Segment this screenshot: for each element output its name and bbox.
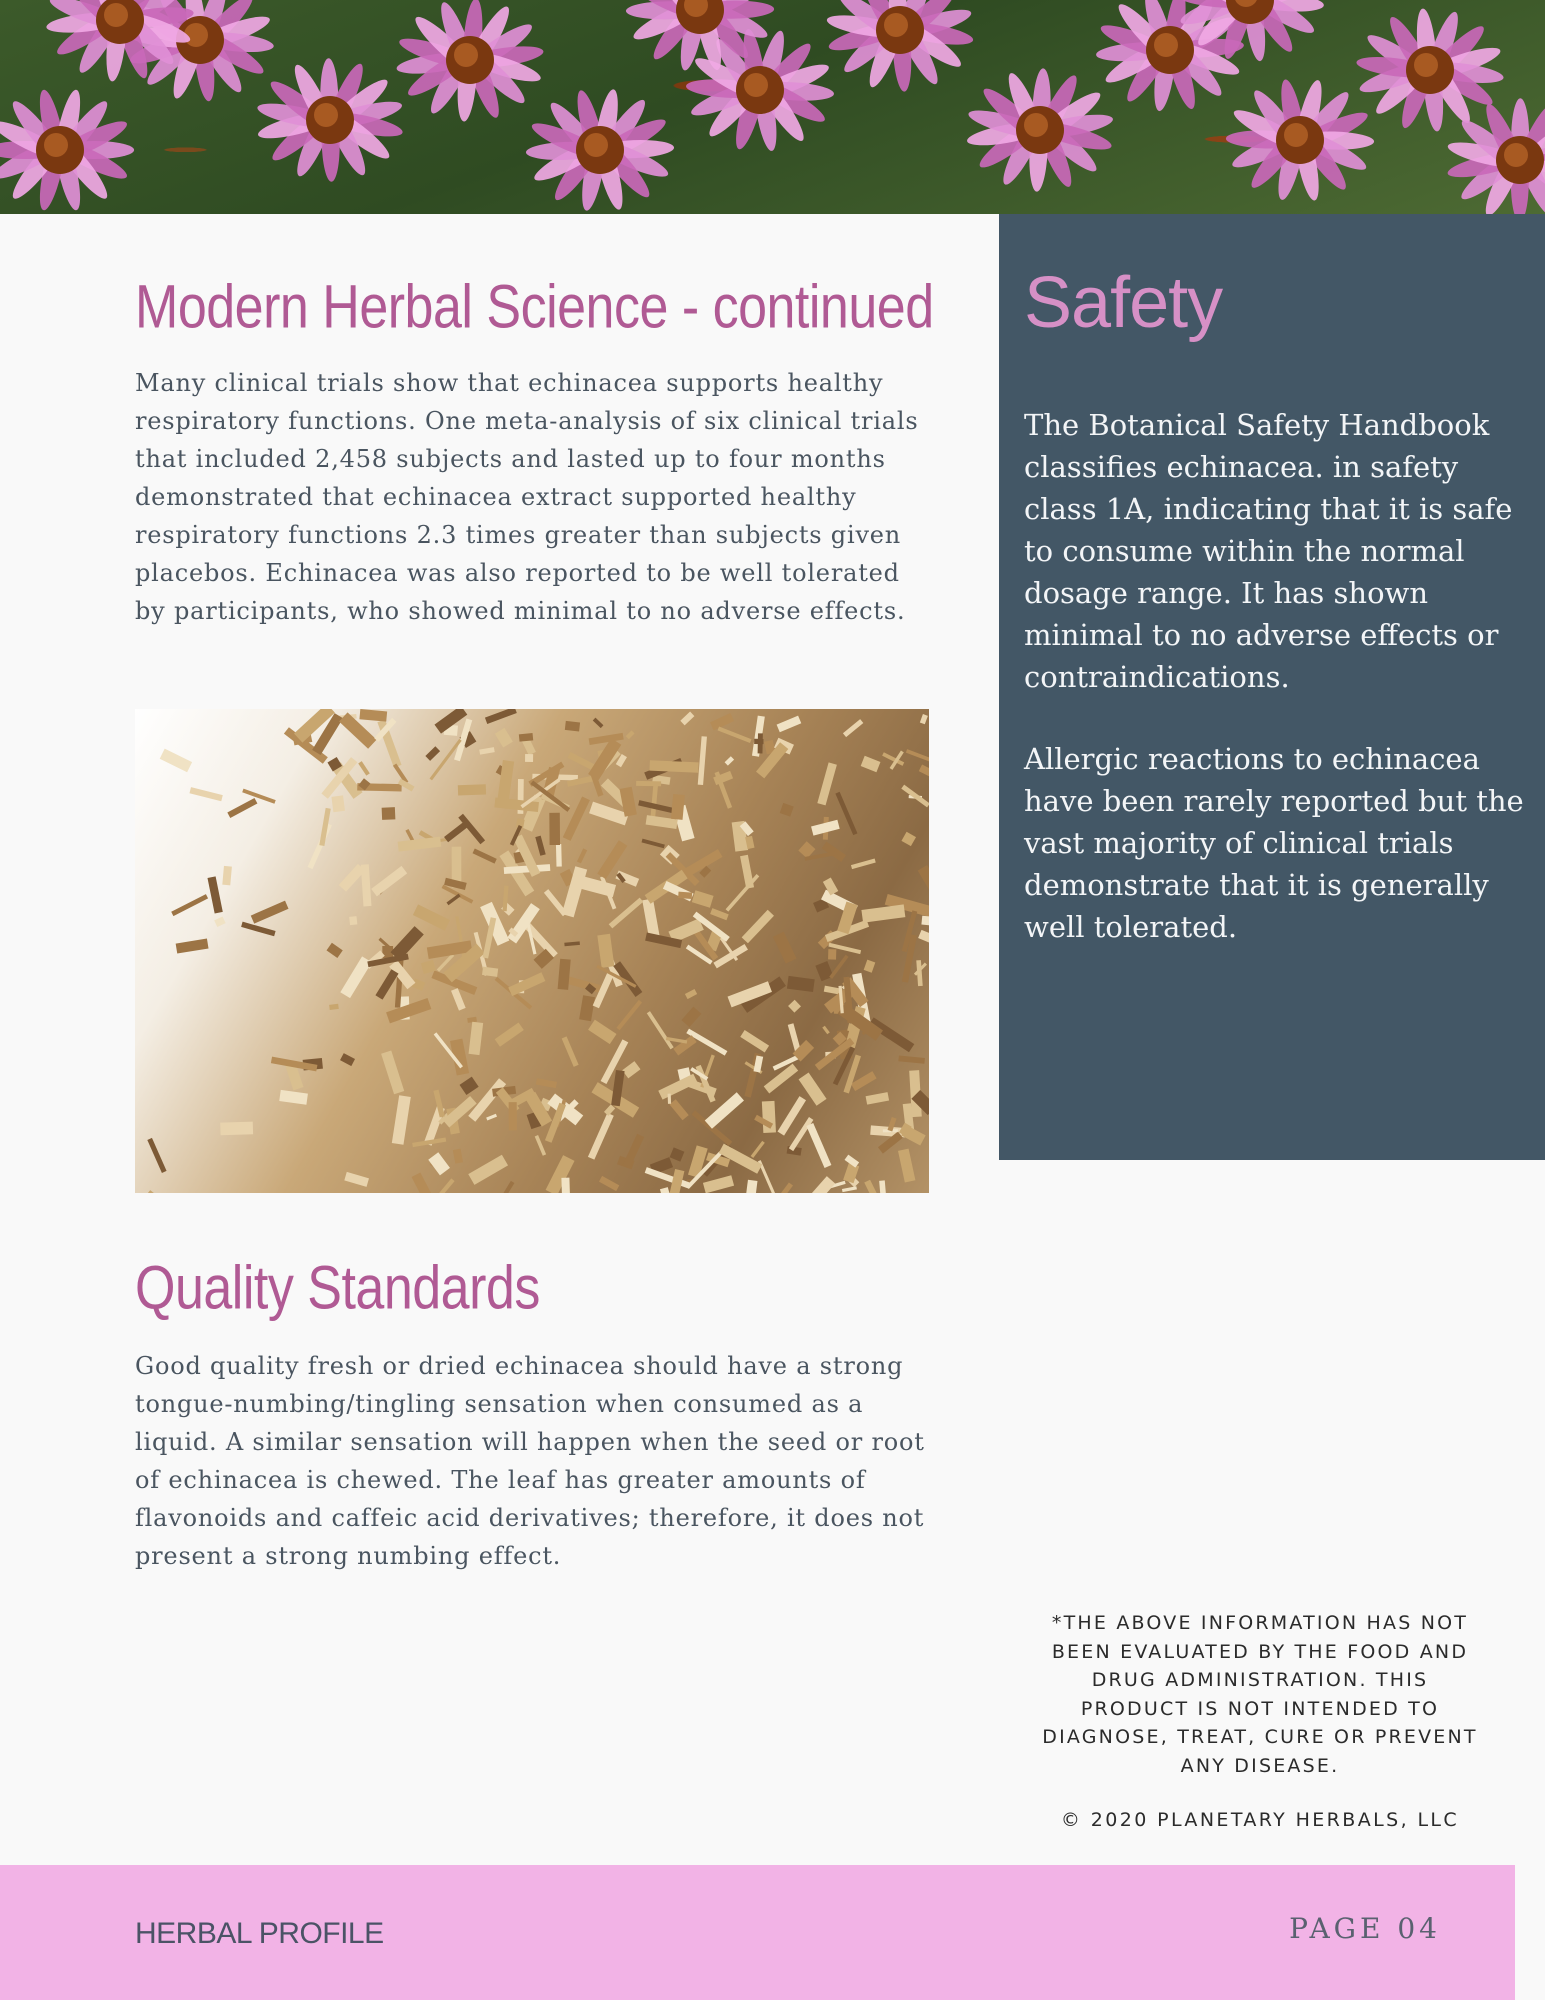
copyright: © 2020 PLANETARY HERBALS, LLC <box>1060 1809 1460 1831</box>
dried-root-image <box>135 709 929 1193</box>
modern-science-body: Many clinical trials show that echinacea supports healthy respiratory functions. One meta-analysis of six clinical trials that included 2,458 subjects and lasted up to four months demonstrated that echinacea extract supported healthy respiratory functions 2.3 times greater than subjects given placebos. Echinacea was also reported to be well tolerated by participants, who showed minimal to no adverse effects. <box>135 369 919 625</box>
footer-title: HERBAL PROFILE <box>135 1917 384 1950</box>
safety-paragraph-2: Allergic reactions to echinacea have been rarely reported but the vast majority of clinical trials demonstrate that it is generally well tolerated. <box>1024 742 1524 944</box>
safety-paragraph-1: The Botanical Safety Handbook classifies echinacea. in safety class 1A, indicating that it is safe to consume within the normal dosage range. It has shown minimal to no adverse effects or contraindications. <box>1024 408 1513 694</box>
safety-title: Safety <box>1024 263 1223 343</box>
fda-disclaimer: *THE ABOVE INFORMATION HAS NOT BEEN EVALUATED BY THE FOOD AND DRUG ADMINISTRATION. THIS PRODUCT IS NOT INTENDED TO DIAGNOSE, TREAT, CURE OR PREVENT ANY DISEASE. <box>1042 1612 1478 1777</box>
footer-bar <box>0 1865 1515 2000</box>
quality-standards-body: Good quality fresh or dried echinacea should have a strong tongue-numbing/tingling sensation when consumed as a liquid. A similar sensation will happen when the seed or root of echinacea is chewed. The leaf has greater amounts of flavonoids and caffeic acid derivatives; therefore, it does not present a strong numbing effect. <box>135 1352 925 1570</box>
hero-flower-image <box>0 0 1545 214</box>
modern-science-heading: Modern Herbal Science - continued <box>135 273 934 342</box>
quality-standards-heading: Quality Standards <box>135 1254 540 1323</box>
dried-root-illustration <box>135 709 929 1193</box>
coneflower-illustration <box>0 0 1545 214</box>
page-number: PAGE 04 <box>1289 1912 1441 1945</box>
